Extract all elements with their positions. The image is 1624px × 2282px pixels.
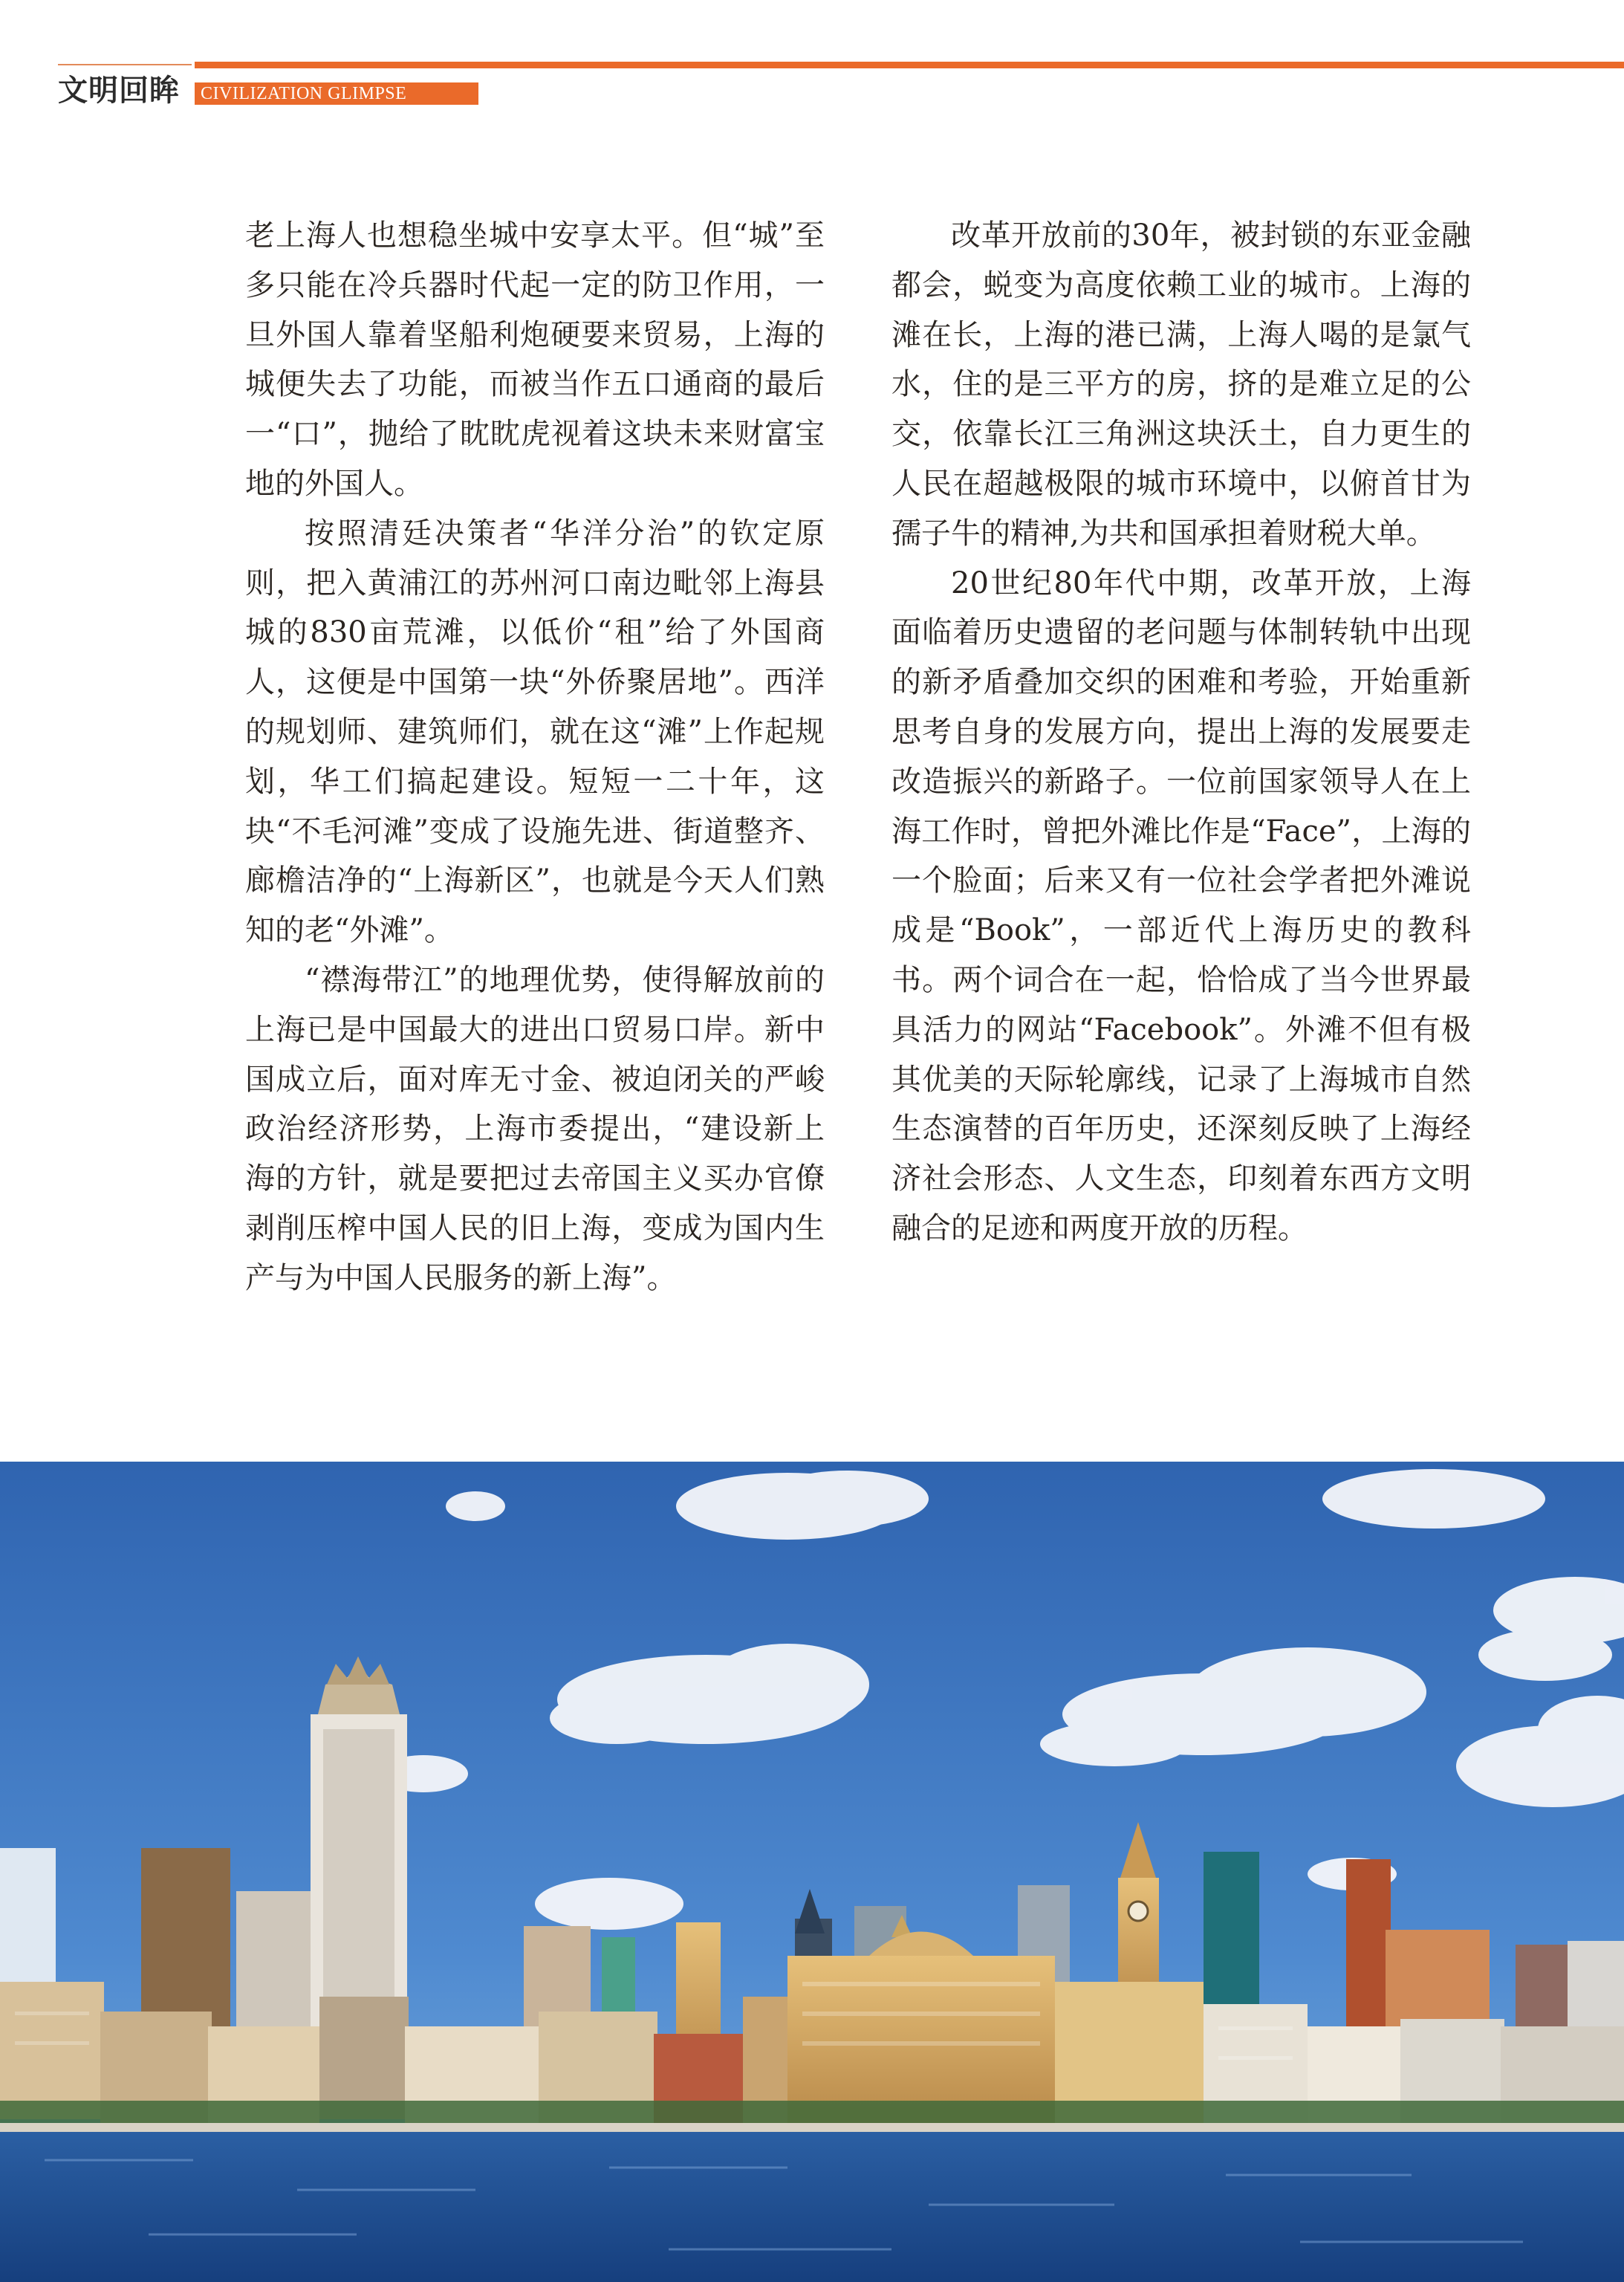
river [0, 2132, 1624, 2282]
bund-skyline-photo [0, 1462, 1624, 2282]
article-right-column [891, 211, 1471, 1254]
section-title: 文明回眸 [58, 74, 180, 108]
header-thin-rule [58, 64, 192, 65]
skyline-illustration [0, 1462, 1624, 2282]
article-left-column [245, 211, 825, 1303]
paragraph: 20世纪80年代中期，改革开放，上海面临着历史遗留的老问题与体制转轨中出现的新矛盾叠加交织的困难和考验，开始重新思考自身的发展方向，提出上海的发展要走改造振兴的新路子。一位前国家领导人在上海工作时，曾把外滩比作是“Face”，上海的一个脸面；后来又有一位社会学者把外滩说成是“Book”，一部近代上海历史的教科书。两个词合在一起，恰恰成了当今世界最具活力的网站“Facebook”。外滩不但有极其优美的天际轮廓线，记录了上海城市自然生态演替的百年历史，还深刻反映了上海经济社会形态、人文生态，印刻着东西方文明融合的足迹和两度开放的历程。 [891, 565, 1471, 1245]
header-orange-rule [195, 62, 1624, 68]
paragraph: “襟海带江”的地理优势，使得解放前的上海已是中国最大的进出口贸易口岸。新中国成立后，面对库无寸金、被迫闭关的严峻政治经济形势，上海市委提出，“建设新上海的方针，就是要把过去帝国主义买办官僚剥削压榨中国人民的旧上海，变成为国内生产与为中国人民服务的新上海”。 [245, 962, 825, 1295]
page-header [0, 0, 1624, 111]
paragraph: 老上海人也想稳坐城中安享太平。但“城”至多只能在冷兵器时代起一定的防卫作用，一旦外国人靠着坚船利炮硬要来贸易，上海的城便失去了功能，而被当作五口通商的最后一“口”，抛给了眈眈虎视着这块未来财富宝地的外国人。 [245, 218, 825, 501]
section-tag: CIVILIZATION GLIMPSE [195, 82, 478, 105]
paragraph: 改革开放前的30年，被封锁的东亚金融都会，蜕变为高度依赖工业的城市。上海的滩在长，上海的港已满，上海人喝的是氯气水，住的是三平方的房，挤的是难立足的公交，依靠长江三角洲这块沃土，自力更生的人民在超越极限的城市环境中，以俯首甘为孺子牛的精神,为共和国承担着财税大单。 [891, 218, 1471, 551]
embankment [0, 2123, 1624, 2133]
paragraph: 按照清廷决策者“华洋分治”的钦定原则，把入黄浦江的苏州河口南边毗邻上海县城的830亩荒滩，以低价“租”给了外国商人，这便是中国第一块“外侨聚居地”。西洋的规划师、建筑师们，就在这“滩”上作起规划，华工们搞起建设。短短一二十年，这块“不毛河滩”变成了设施先进、街道整齐、廊檐洁净的“上海新区”，也就是今天人们熟知的老“外滩”。 [245, 516, 825, 948]
